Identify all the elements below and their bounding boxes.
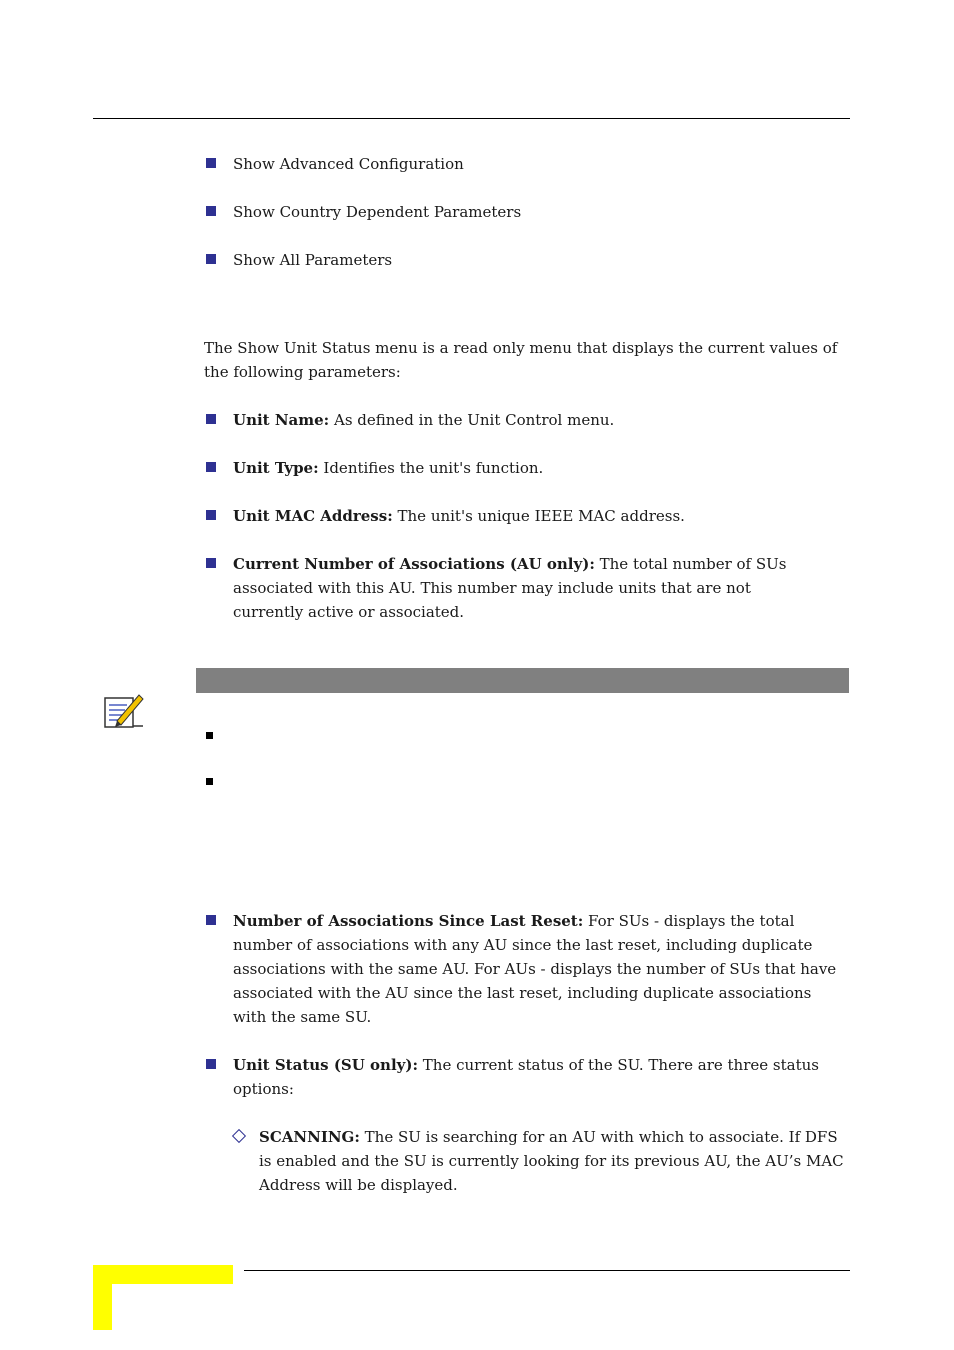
sub-desc: The SU is searching for an AU with which to associate. If DFS is enabled and the SU is currently looking for its previous AU, the AU’s MAC Address will be displayed.: [259, 1128, 844, 1194]
list-item: Show Country Dependent Parameters: [233, 203, 522, 221]
sub-item: [259, 1125, 849, 1197]
param-item: [233, 504, 845, 528]
list-item: Show All Parameters: [233, 251, 393, 269]
diamond-bullet-icon: [232, 1129, 246, 1143]
intro-paragraph: The Show Unit Status menu is a read only menu that displays the current values of the following parameters:: [204, 339, 838, 381]
param-term: Current Number of Associations (AU only):: [233, 555, 595, 573]
footer-rule: [244, 1270, 850, 1271]
param-item: [233, 552, 793, 624]
sub-term: SCANNING:: [259, 1128, 360, 1146]
param-desc: As defined in the Unit Control menu.: [329, 411, 615, 429]
param-term: Unit Type:: [233, 459, 319, 477]
param-desc: The current status of the SU. There are three status options:: [233, 1056, 819, 1098]
bullet-icon: [206, 206, 216, 216]
param-term: Unit Name:: [233, 411, 330, 429]
list-item: Show Advanced Configuration: [233, 155, 464, 173]
param-desc: Identifies the unit's function.: [318, 459, 544, 477]
param-item: [233, 456, 845, 480]
bullet-icon: [206, 510, 216, 520]
bullet-icon: [206, 1059, 216, 1069]
bullet-icon: [206, 915, 216, 925]
param-desc: The unit's unique IEEE MAC address.: [392, 507, 685, 525]
note-header-bar: [196, 668, 849, 693]
bullet-icon: [206, 158, 216, 168]
param-term: Unit MAC Address:: [233, 507, 393, 525]
param-term: Number of Associations Since Last Reset:: [233, 912, 584, 930]
param-item: [233, 1053, 845, 1101]
footer-accent-vertical: [93, 1265, 112, 1330]
bullet-icon: [206, 558, 216, 568]
param-item: [233, 909, 845, 1029]
note-pencil-icon: [103, 690, 145, 730]
bullet-icon: [206, 414, 216, 424]
header-rule: [93, 118, 850, 119]
bullet-icon: [206, 254, 216, 264]
note-bullet-icon: [206, 778, 213, 785]
footer-accent-horizontal: [93, 1265, 233, 1284]
param-term: Unit Status (SU only):: [233, 1056, 419, 1074]
note-bullet-icon: [206, 732, 213, 739]
param-desc: The total number of SUs associated with this AU. This number may include units that are not currently active or associated.: [233, 555, 787, 621]
param-desc: For SUs - displays the total number of associations with any AU since the last reset, including duplicate associations with the same AU. For AUs - displays the number of SUs that have associated with the AU since the last reset, including duplicate associations with the same SU.: [233, 912, 837, 1026]
param-item: [233, 408, 845, 432]
bullet-icon: [206, 462, 216, 472]
